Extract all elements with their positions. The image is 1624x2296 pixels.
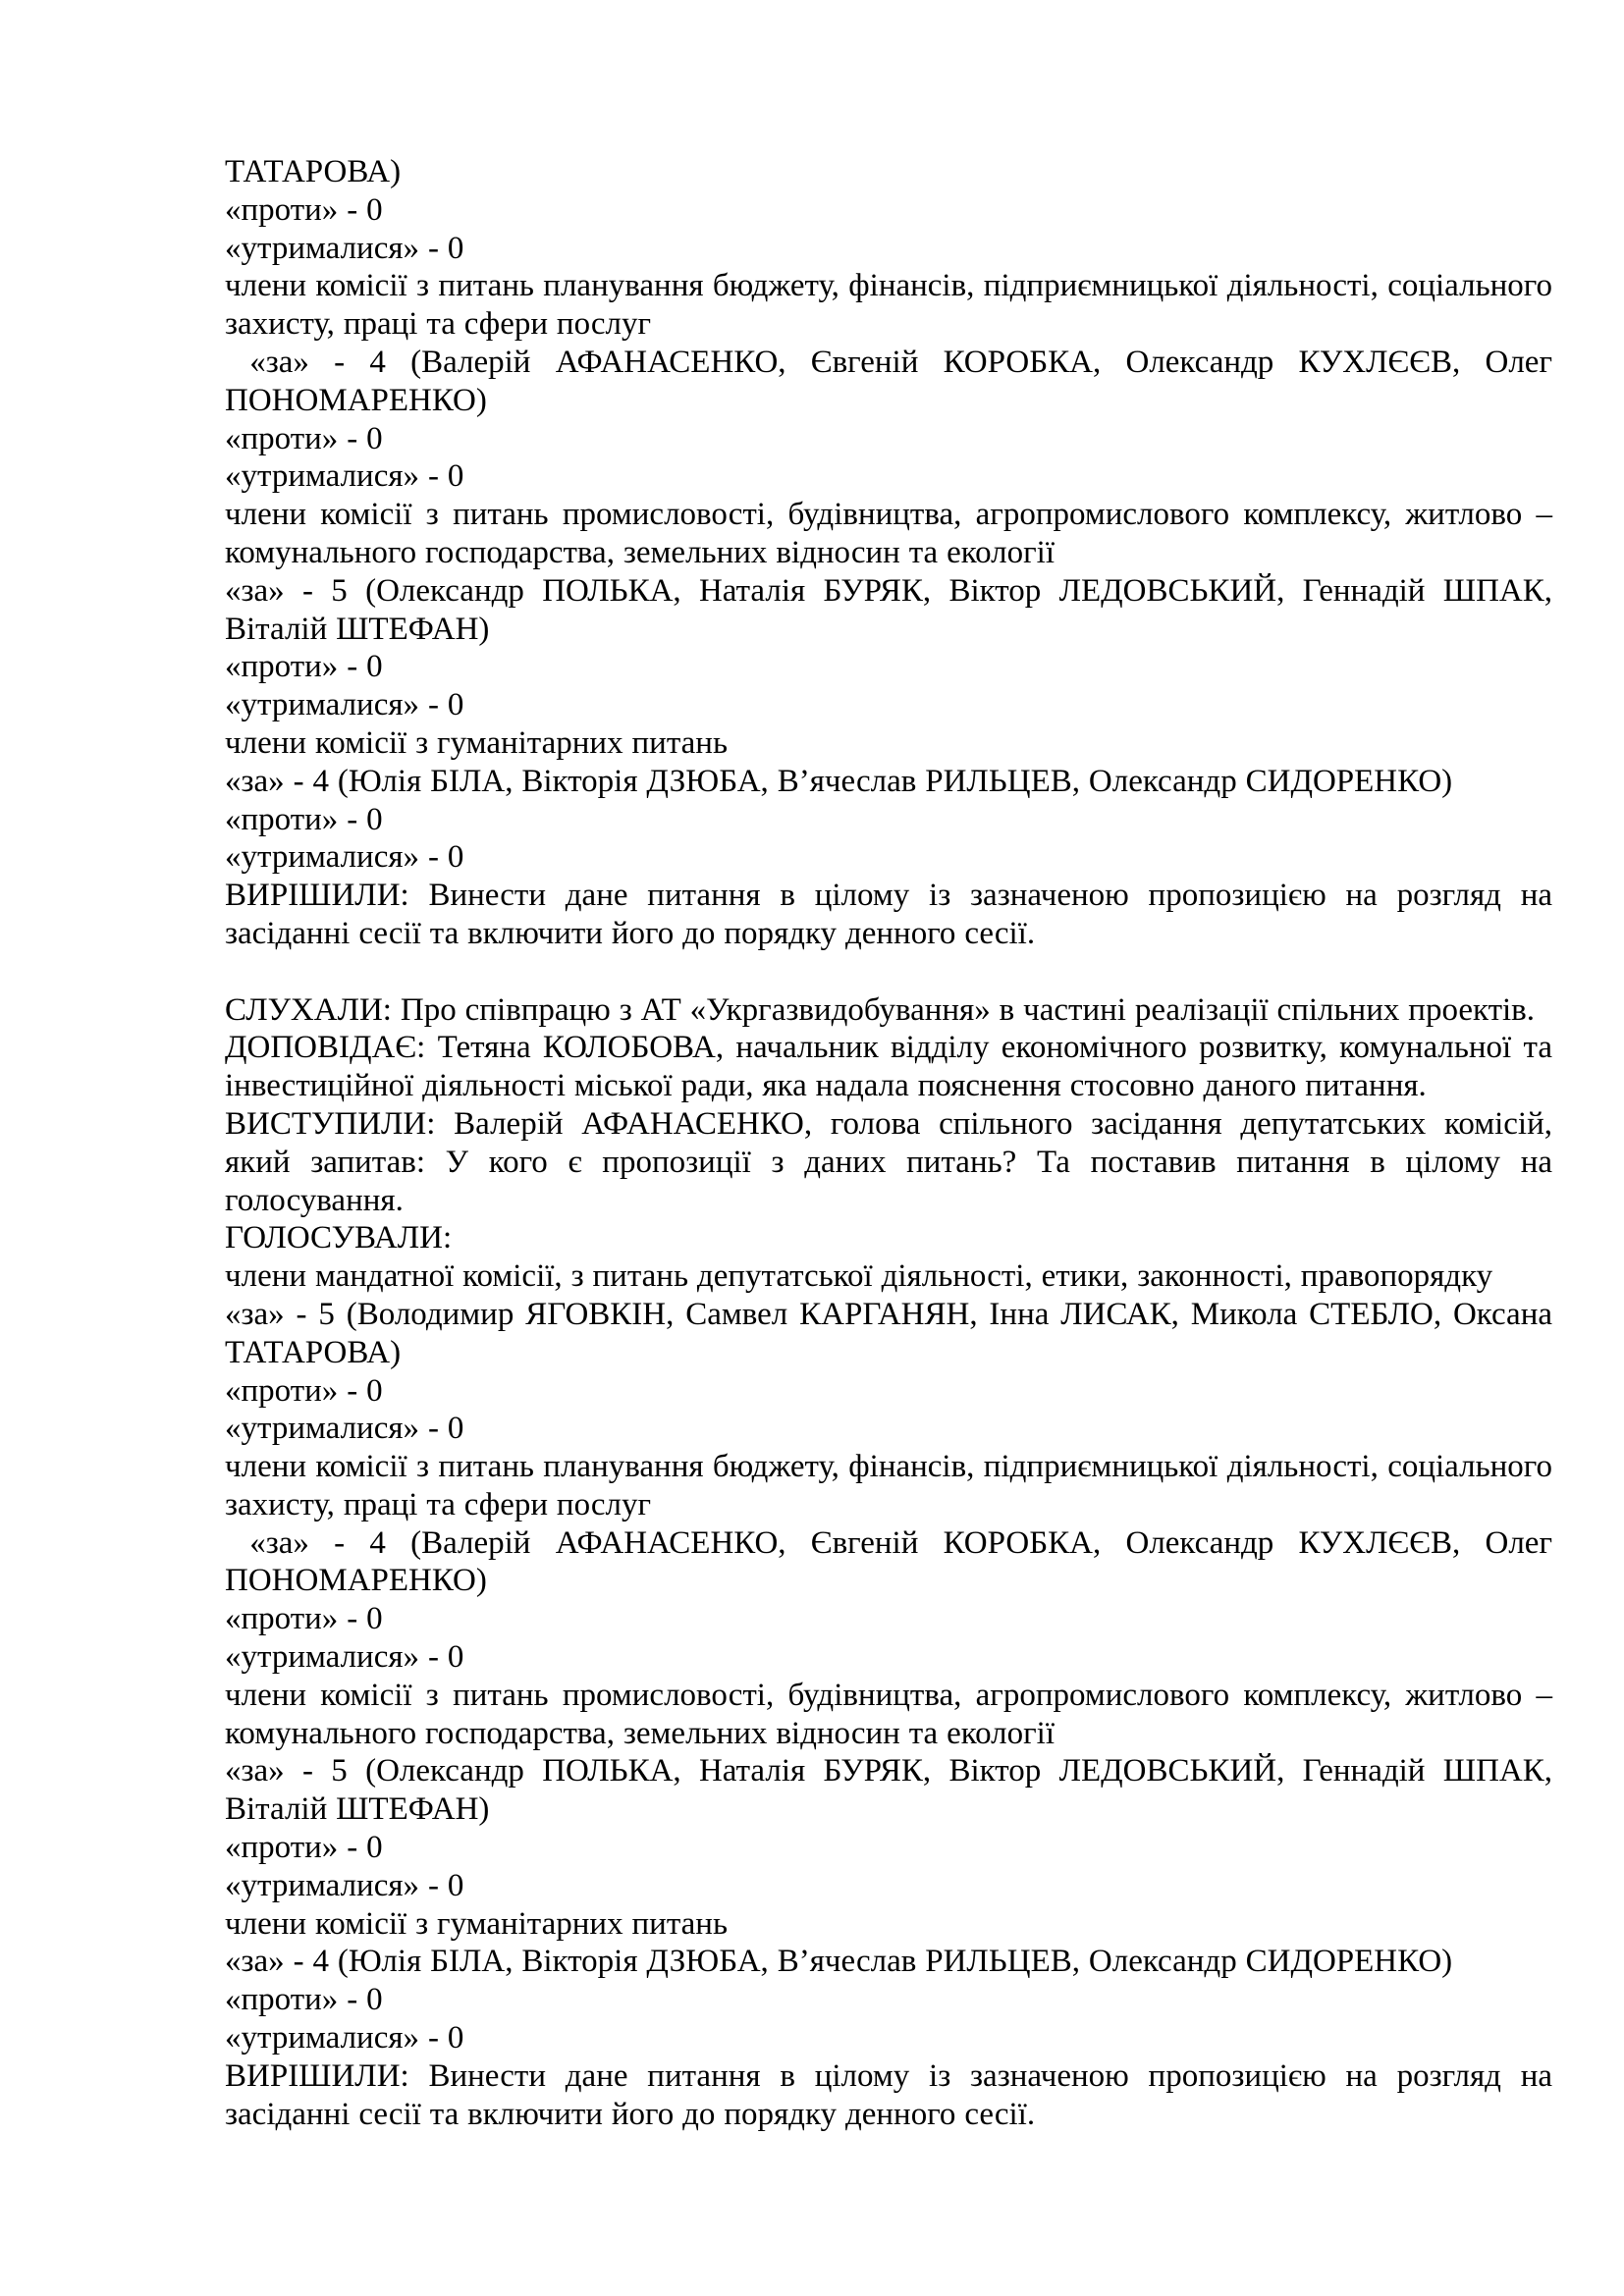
vote-for-line: «за» - 4 (Юлія БІЛА, Вікторія ДЗЮБА, В’ячеслав РИЛЬЦЕВ, Олександр СИДОРЕНКО) — [225, 763, 1453, 799]
vote-against-line: «проти» - 0 — [225, 1830, 383, 1866]
reporter-paragraph: ДОПОВІДАЄ: Тетяна КОЛОБОВА, начальник відділу економічного розвитку, комунальної та інвестиційної діяльності міської ради, яка надала пояснення стосовно даного питання. — [225, 1030, 1552, 1104]
vote-abstained-line: «утрималися» - 0 — [225, 458, 464, 495]
vote-for-line: «за» - 5 (Олександр ПОЛЬКА, Наталія БУРЯК, Віктор ЛЕДОВСЬКИЙ, Геннадій ШПАК, Віталій ШТЕФАН) — [225, 572, 1552, 647]
vote-abstained-line: «утрималися» - 0 — [225, 687, 464, 723]
vote-for-line: «за» - 5 (Олександр ПОЛЬКА, Наталія БУРЯК, Віктор ЛЕДОВСЬКИЙ, Геннадій ШПАК, Віталій ШТЕФАН) — [225, 1753, 1552, 1828]
vote-against-line: «проти» - 0 — [225, 420, 383, 456]
heard-paragraph: СЛУХАЛИ: Про співпрацю з АТ «Укргазвидобування» в частині реалізації спільних проектів. — [225, 991, 1536, 1028]
commission-members-line: члени комісії з питань планування бюджету, фінансів, підприємницької діяльності, соціального захисту, праці та сфери послуг — [225, 1449, 1552, 1522]
vote-for-line: «за» - 4 (Юлія БІЛА, Вікторія ДЗЮБА, В’ячеслав РИЛЬЦЕВ, Олександр СИДОРЕНКО) — [225, 1944, 1453, 1980]
speakers-paragraph: ВИСТУПИЛИ: Валерій АФАНАСЕНКО, голова спільного засідання депутатських комісій, який запитав: У кого є пропозиції з даних питань? Та поставив питання в цілому на голосування. — [225, 1105, 1552, 1218]
vote-for-line: «за» - 5 (Володимир ЯГОВКІН, Самвел КАРГАНЯН, Інна ЛИСАК, Микола СТЕБЛО, Оксана ТАТАРОВА) — [225, 1296, 1552, 1370]
vote-against-line: «проти» - 0 — [225, 649, 383, 685]
vote-for-names-continuation: ТАТАРОВА) — [225, 154, 402, 189]
commission-members-line: члени мандатної комісії, з питань депутатської діяльності, етики, законності, правопорядку — [225, 1258, 1493, 1295]
vote-abstained-line: «утрималися» - 0 — [225, 230, 464, 266]
commission-members-line: члени комісії з питань промисловості, будівництва, агропромислового комплексу, житлово – комунального господарства, земельних відносин та екології — [225, 1677, 1552, 1751]
vote-against-line: «проти» - 0 — [225, 1601, 383, 1637]
decision-paragraph: ВИРІШИЛИ: Винести дане питання в цілому із зазначеною пропозицією на розгляд на засіданні сесії та включити його до порядку денного сесії. — [225, 878, 1552, 951]
commission-members-line: члени комісії з гуманітарних питань — [225, 724, 728, 761]
vote-against-line: «проти» - 0 — [225, 801, 383, 837]
vote-for-line: «за» - 4 (Валерій АФАНАСЕНКО, Євгеній КОРОБКА, Олександр КУХЛЄЄВ, Олег ПОНОМАРЕНКО) — [225, 1524, 1552, 1599]
vote-abstained-line: «утрималися» - 0 — [225, 1867, 464, 1903]
voting-header: ГОЛОСУВАЛИ: — [225, 1220, 453, 1256]
blank-line — [225, 953, 1552, 991]
commission-members-line: члени комісії з питань планування бюджету, фінансів, підприємницької діяльності, соціального захисту, праці та сфери послуг — [225, 268, 1552, 343]
text-block — [225, 153, 1552, 2133]
vote-against-line: «проти» - 0 — [225, 191, 383, 228]
commission-members-line: члени комісії з питань промисловості, будівництва, агропромислового комплексу, житлово – комунального господарства, земельних відносин та екології — [225, 497, 1552, 570]
vote-abstained-line: «утрималися» - 0 — [225, 839, 464, 876]
vote-abstained-line: «утрималися» - 0 — [225, 2020, 464, 2056]
decision-paragraph: ВИРІШИЛИ: Винести дане питання в цілому із зазначеною пропозицією на розгляд на засіданні сесії та включити його до порядку денного сесії. — [225, 2057, 1552, 2132]
vote-abstained-line: «утрималися» - 0 — [225, 1639, 464, 1676]
commission-members-line: члени комісії з гуманітарних питань — [225, 1905, 728, 1942]
vote-for-line: «за» - 4 (Валерій АФАНАСЕНКО, Євгеній КОРОБКА, Олександр КУХЛЄЄВ, Олег ПОНОМАРЕНКО) — [225, 344, 1552, 418]
vote-against-line: «проти» - 0 — [225, 1372, 383, 1409]
vote-against-line: «проти» - 0 — [225, 1982, 383, 2018]
vote-abstained-line: «утрималися» - 0 — [225, 1411, 464, 1447]
